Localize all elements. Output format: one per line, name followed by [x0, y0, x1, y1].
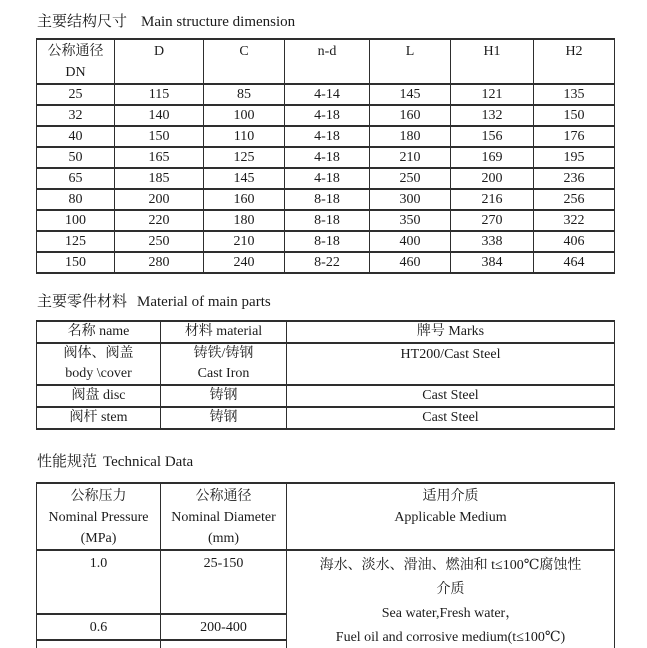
table-cell: 125	[37, 231, 115, 252]
table-cell: 384	[451, 252, 534, 273]
table-cell: 270	[451, 210, 534, 231]
table-cell: 464	[534, 252, 615, 273]
table-cell: 300	[370, 189, 451, 210]
table-cell: 165	[115, 147, 204, 168]
diameter-cell: 200-400	[161, 614, 287, 640]
table-row	[37, 147, 615, 168]
table-cell: 350	[370, 210, 451, 231]
part-material-cell: 铸钢	[161, 407, 287, 429]
column-header-dn	[37, 39, 115, 84]
table-cell: 150	[37, 252, 115, 273]
table-cell: 65	[37, 168, 115, 189]
pressure-cell-empty	[37, 640, 161, 648]
table-cell: 210	[370, 147, 451, 168]
technical-table	[36, 482, 615, 648]
pressure-header-unit: (MPa)	[80, 531, 117, 546]
dimensions-header-row	[37, 39, 615, 84]
table-cell: 160	[204, 189, 285, 210]
table-cell: 4-14	[285, 84, 370, 105]
table-cell: 200	[451, 168, 534, 189]
column-header-name: 名称 name	[37, 321, 161, 343]
medium-line: Fuel oil and corrosive medium(t≤100℃)	[335, 630, 566, 645]
table-cell: 180	[204, 210, 285, 231]
table-cell: 132	[451, 105, 534, 126]
table-cell: 145	[204, 168, 285, 189]
table-row	[37, 189, 615, 210]
table-cell: 338	[451, 231, 534, 252]
table-cell: 322	[534, 210, 615, 231]
table-cell: 240	[204, 252, 285, 273]
table-cell: 40	[37, 126, 115, 147]
technical-header-row	[37, 483, 615, 550]
column-header-h2: H2	[534, 39, 615, 84]
table-cell: 4-18	[285, 168, 370, 189]
table-cell: 280	[115, 252, 204, 273]
table-row	[37, 84, 615, 105]
table-cell: 250	[370, 168, 451, 189]
column-header-nd: n-d	[285, 39, 370, 84]
medium-line: 海水、淡水、滑油、燃油和 t≤100℃腐蚀性	[319, 558, 582, 573]
section-title-technical	[37, 453, 614, 472]
part-name-zh: 阀体、阀盖	[63, 346, 134, 361]
table-cell: 460	[370, 252, 451, 273]
table-cell: 216	[451, 189, 534, 210]
pressure-header-en: Nominal Pressure	[48, 510, 149, 525]
table-row	[37, 407, 615, 429]
table-cell: 195	[534, 147, 615, 168]
table-cell: 4-18	[285, 126, 370, 147]
table-cell: 135	[534, 84, 615, 105]
table-cell: 8-22	[285, 252, 370, 273]
part-marks-cell: HT200/Cast Steel	[287, 343, 615, 385]
table-cell: 150	[534, 105, 615, 126]
column-header-pressure	[37, 483, 161, 550]
table-cell: 250	[115, 231, 204, 252]
part-marks-cell: Cast Steel	[287, 407, 615, 429]
table-row	[37, 343, 615, 385]
table-cell: 210	[204, 231, 285, 252]
table-cell: 110	[204, 126, 285, 147]
dimensions-table	[36, 38, 615, 274]
table-cell: 25	[37, 84, 115, 105]
section-title-materials	[37, 293, 614, 312]
diameter-cell-empty	[161, 640, 287, 648]
table-cell: 32	[37, 105, 115, 126]
pressure-cell: 1.0	[37, 550, 161, 614]
table-row	[37, 126, 615, 147]
table-cell: 256	[534, 189, 615, 210]
table-row	[37, 231, 615, 252]
diameter-cell: 25-150	[161, 550, 287, 614]
table-cell: 150	[115, 126, 204, 147]
table-cell: 80	[37, 189, 115, 210]
table-cell: 121	[451, 84, 534, 105]
part-material-cell: 铸钢	[161, 385, 287, 407]
table-cell: 100	[204, 105, 285, 126]
applicable-medium-cell	[287, 550, 615, 648]
table-cell: 176	[534, 126, 615, 147]
table-cell: 400	[370, 231, 451, 252]
materials-header-row	[37, 321, 615, 343]
medium-line: 介质	[436, 582, 465, 597]
table-row	[37, 105, 615, 126]
part-name-en: body \cover	[65, 366, 132, 381]
column-header-diameter	[161, 483, 287, 550]
column-header-marks: 牌号 Marks	[287, 321, 615, 343]
section-title-en: Main structure dimension	[141, 14, 296, 30]
table-cell: 140	[115, 105, 204, 126]
table-row	[37, 210, 615, 231]
section-title-en: Technical Data	[103, 454, 194, 470]
column-header-l: L	[370, 39, 451, 84]
table-cell: 169	[451, 147, 534, 168]
pressure-cell: 0.6	[37, 614, 161, 640]
table-cell: 160	[370, 105, 451, 126]
pressure-header-zh: 公称压力	[70, 489, 127, 504]
column-header-h1: H1	[451, 39, 534, 84]
column-header-d: D	[115, 39, 204, 84]
section-title-zh: 性能规范	[37, 454, 98, 470]
dimensions-table-body	[37, 84, 615, 273]
table-row	[37, 252, 615, 273]
table-cell: 4-18	[285, 105, 370, 126]
table-row	[37, 385, 615, 407]
medium-line: Sea water,Fresh water，	[381, 606, 520, 621]
part-material-cell	[161, 343, 287, 385]
column-header-dn-sub: DN	[65, 65, 86, 80]
diameter-header-zh: 公称通径	[195, 489, 252, 504]
table-cell: 145	[370, 84, 451, 105]
section-title-zh: 主要结构尺寸	[37, 14, 128, 30]
medium-header-en: Applicable Medium	[394, 510, 507, 525]
table-cell: 115	[115, 84, 204, 105]
table-cell: 8-18	[285, 210, 370, 231]
table-row	[37, 550, 615, 614]
column-header-c: C	[204, 39, 285, 84]
table-cell: 200	[115, 189, 204, 210]
column-header-material: 材料 material	[161, 321, 287, 343]
column-header-medium	[287, 483, 615, 550]
part-material-en: Cast Iron	[197, 366, 250, 381]
table-cell: 236	[534, 168, 615, 189]
table-row	[37, 168, 615, 189]
table-cell: 220	[115, 210, 204, 231]
section-title-dimensions	[37, 13, 614, 32]
diameter-header-unit: (mm)	[207, 531, 240, 546]
table-cell: 180	[370, 126, 451, 147]
part-material-zh: 铸铁/铸钢	[193, 346, 254, 361]
table-cell: 50	[37, 147, 115, 168]
table-cell: 100	[37, 210, 115, 231]
part-name-cell	[37, 343, 161, 385]
table-cell: 4-18	[285, 147, 370, 168]
section-title-en: Material of main parts	[137, 294, 271, 310]
diameter-header-en: Nominal Diameter	[171, 510, 276, 525]
section-title-zh: 主要零件材料	[37, 294, 128, 310]
table-cell: 125	[204, 147, 285, 168]
table-cell: 85	[204, 84, 285, 105]
materials-table	[36, 320, 615, 430]
table-cell: 8-18	[285, 189, 370, 210]
part-marks-cell: Cast Steel	[287, 385, 615, 407]
table-cell: 156	[451, 126, 534, 147]
part-name-cell: 阀杆 stem	[37, 407, 161, 429]
table-cell: 406	[534, 231, 615, 252]
table-cell: 185	[115, 168, 204, 189]
table-cell: 8-18	[285, 231, 370, 252]
column-header-dn-zh: 公称通径	[47, 44, 104, 59]
medium-header-zh: 适用介质	[422, 489, 479, 504]
part-name-cell: 阀盘 disc	[37, 385, 161, 407]
